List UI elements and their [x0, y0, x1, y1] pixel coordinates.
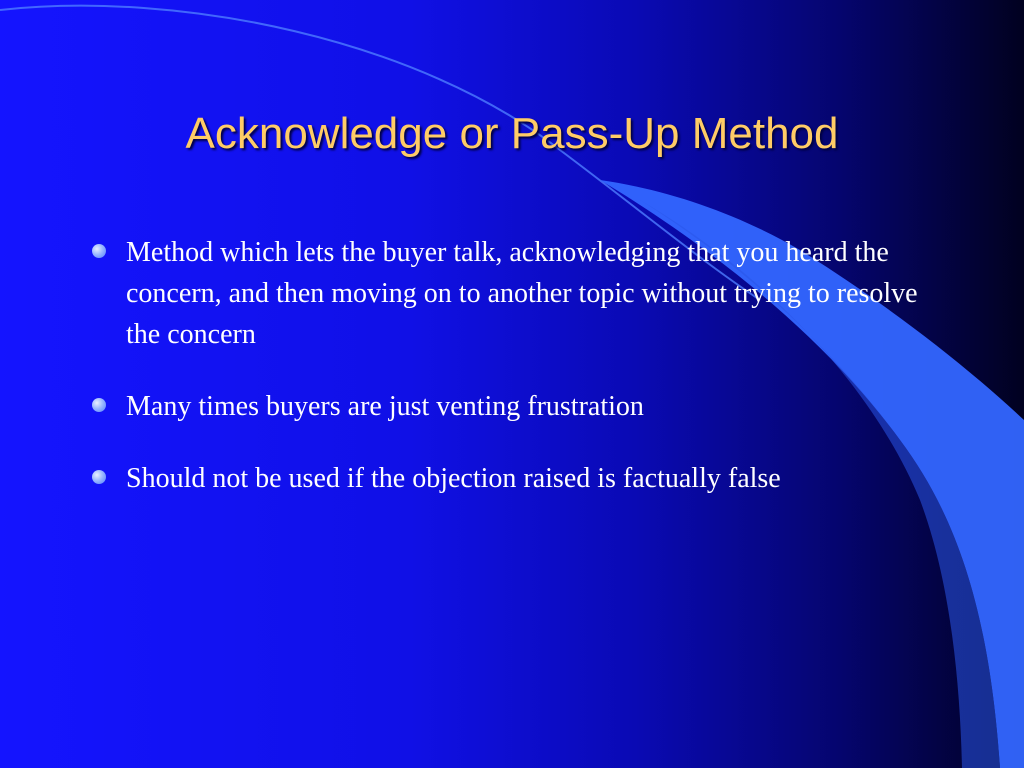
bullet-text: Should not be used if the objection raised is factually false: [126, 463, 781, 494]
bullet-list: [92, 232, 932, 530]
slide-title: Acknowledge or Pass-Up Method: [185, 109, 839, 158]
bullet-item: [92, 458, 932, 499]
bullet-dot-icon: [92, 470, 106, 484]
bullet-text: Many times buyers are just venting frustration: [126, 391, 644, 422]
bullet-dot-icon: [92, 244, 106, 258]
bullet-dot-icon: [92, 398, 106, 412]
bullet-item: [92, 232, 932, 355]
bullet-text: Method which lets the buyer talk, acknowledging that you heard the concern, and then moving on to another topic without trying to resolve the concern: [126, 237, 918, 350]
bullet-item: [92, 386, 932, 427]
